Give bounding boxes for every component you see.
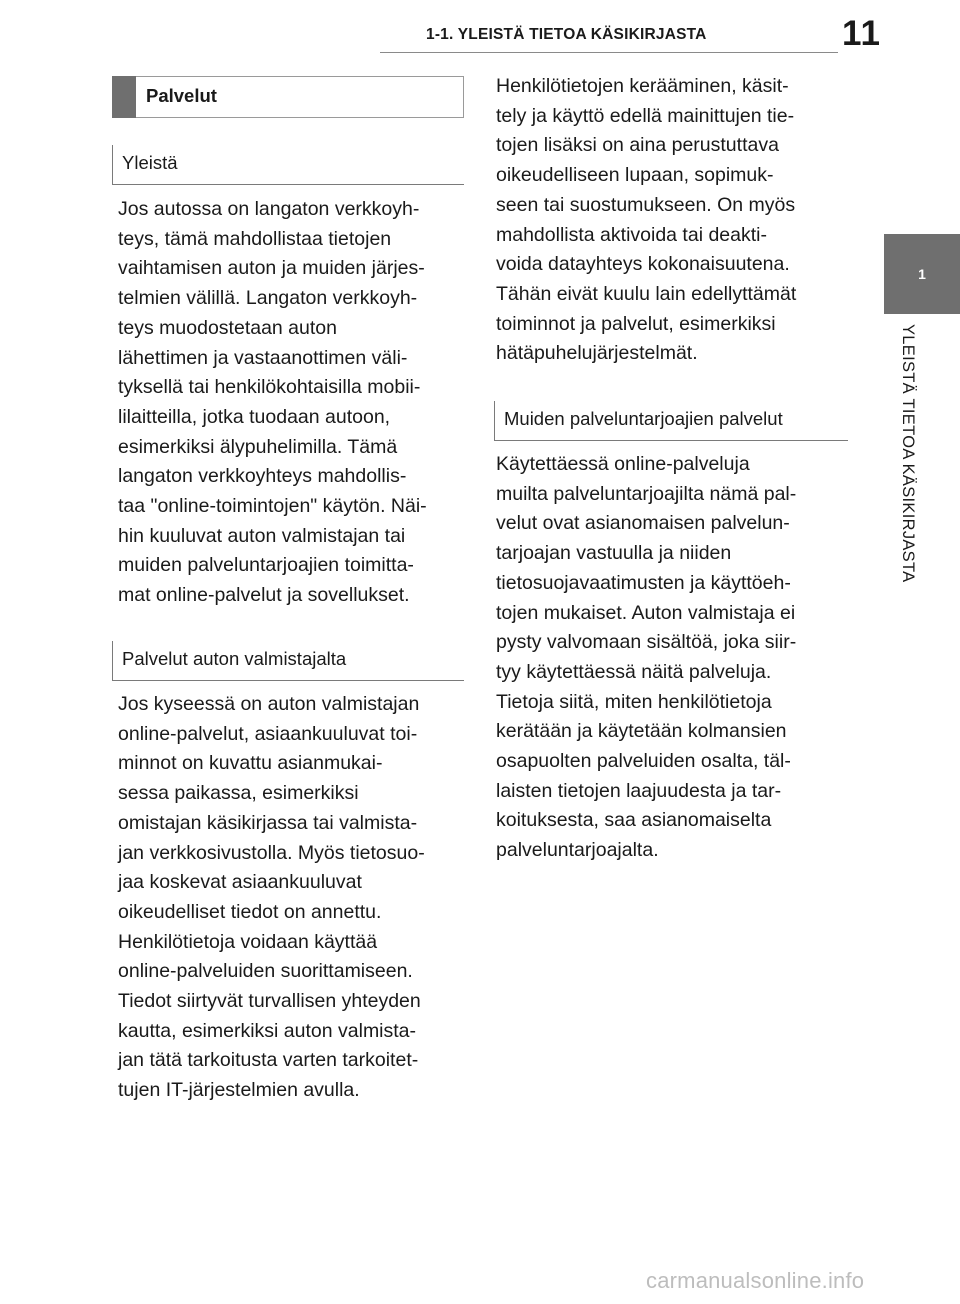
subheading-general <box>112 145 464 185</box>
subheading-general-label: Yleistä <box>122 152 178 173</box>
chapter-side-title: YLEISTÄ TIETOA KÄSIKIRJASTA <box>899 324 917 583</box>
header-rule <box>380 52 838 53</box>
subheading-manufacturer-services-label: Palvelut auton valmistajalta <box>122 648 347 669</box>
paragraph-manufacturer-services: Jos kyseessä on auton valmistajan online-palvelut, asiaankuuluvat toi- minnot on kuvattu asianmukai- sessa paikassa, esimerkiksi omistajan käsikirjassa tai valmista- jan verkkosivustolla. Myös tietosuo- jaa koskevat asiaankuuluvat oikeudelliset tiedot on annettu. Henkilötietoja voidaan käyttää online-palveluiden suorittamiseen. Tiedot siirtyvät turvallisen yhteyden kautta, esimerkiksi auton valmista- jan tätä tarkoitusta varten tarkoitet- tujen IT-järjestelmien avulla. <box>118 693 425 1102</box>
subheading-third-party-services-label: Muiden palveluntarjoajien palvelut <box>504 408 783 429</box>
page-number: 11 <box>842 14 881 53</box>
header-section-title: 1-1. YLEISTÄ TIETOA KÄSIKIRJASTA <box>426 26 707 43</box>
subheading-manufacturer-services <box>112 641 464 681</box>
paragraph-general: Jos autossa on langaton verkkoyh- teys, tämä mahdollistaa tietojen vaihtamisen auton ja muiden järjes- telmien välillä. Langaton verkkoyh- teys muodostetaan auton lähettimen ja vastaanottimen väli- tyksellä tai henkilökohtaisilla mobii- lilaitteilla, jotka tuodaan autoon, esimerkiksi älypuhelimilla. Tämä langaton verkkoyhteys mahdollis- taa "online-toimintojen" käytön. Näi- hin kuuluvat auton valmistajan tai muiden palveluntarjoajien toimitta- mat online-palvelut ja sovellukset. <box>118 198 427 607</box>
section-heading-box <box>112 76 464 118</box>
section-heading-marker <box>112 76 136 118</box>
chapter-number: 1 <box>918 266 926 282</box>
paragraph-personal-data: Henkilötietojen kerääminen, käsit- tely ja käyttö edellä mainittujen tie- tojen lisäksi on aina perustuttava oikeudelliseen lupaan, sopimuk- seen tai suostumukseen. On myös mahdollista aktivoida tai deakti- voida datayhteys kokonaisuutena. Tähän eivät kuulu lain edellyttämät toiminnot ja palvelut, esimerkiksi hätäpuhelujärjestelmät. <box>496 75 797 365</box>
footer-watermark: carmanualsonline.info <box>646 1268 865 1293</box>
section-heading: Palvelut <box>146 85 217 106</box>
chapter-tab[interactable] <box>884 234 960 314</box>
subheading-third-party-services <box>494 401 848 441</box>
paragraph-third-party-services: Käytettäessä online-palveluja muilta palveluntarjoajilta nämä pal- velut ovat asianomaisen palvelun- tarjoajan vastuulla ja niiden tietosuojavaatimusten ja käyttöeh- tojen mukaiset. Auton valmistaja ei pysty valvomaan sisältöä, joka siir- tyy käytettäessä näitä palveluja. Tietoja siitä, miten henkilötietoja kerätään ja käytetään kolmansien osapuolten palveluiden osalta, täl- laisten tietojen laajuudesta ja tar- koituksesta, saa asianomaiselta palveluntarjoajalta. <box>496 453 797 862</box>
